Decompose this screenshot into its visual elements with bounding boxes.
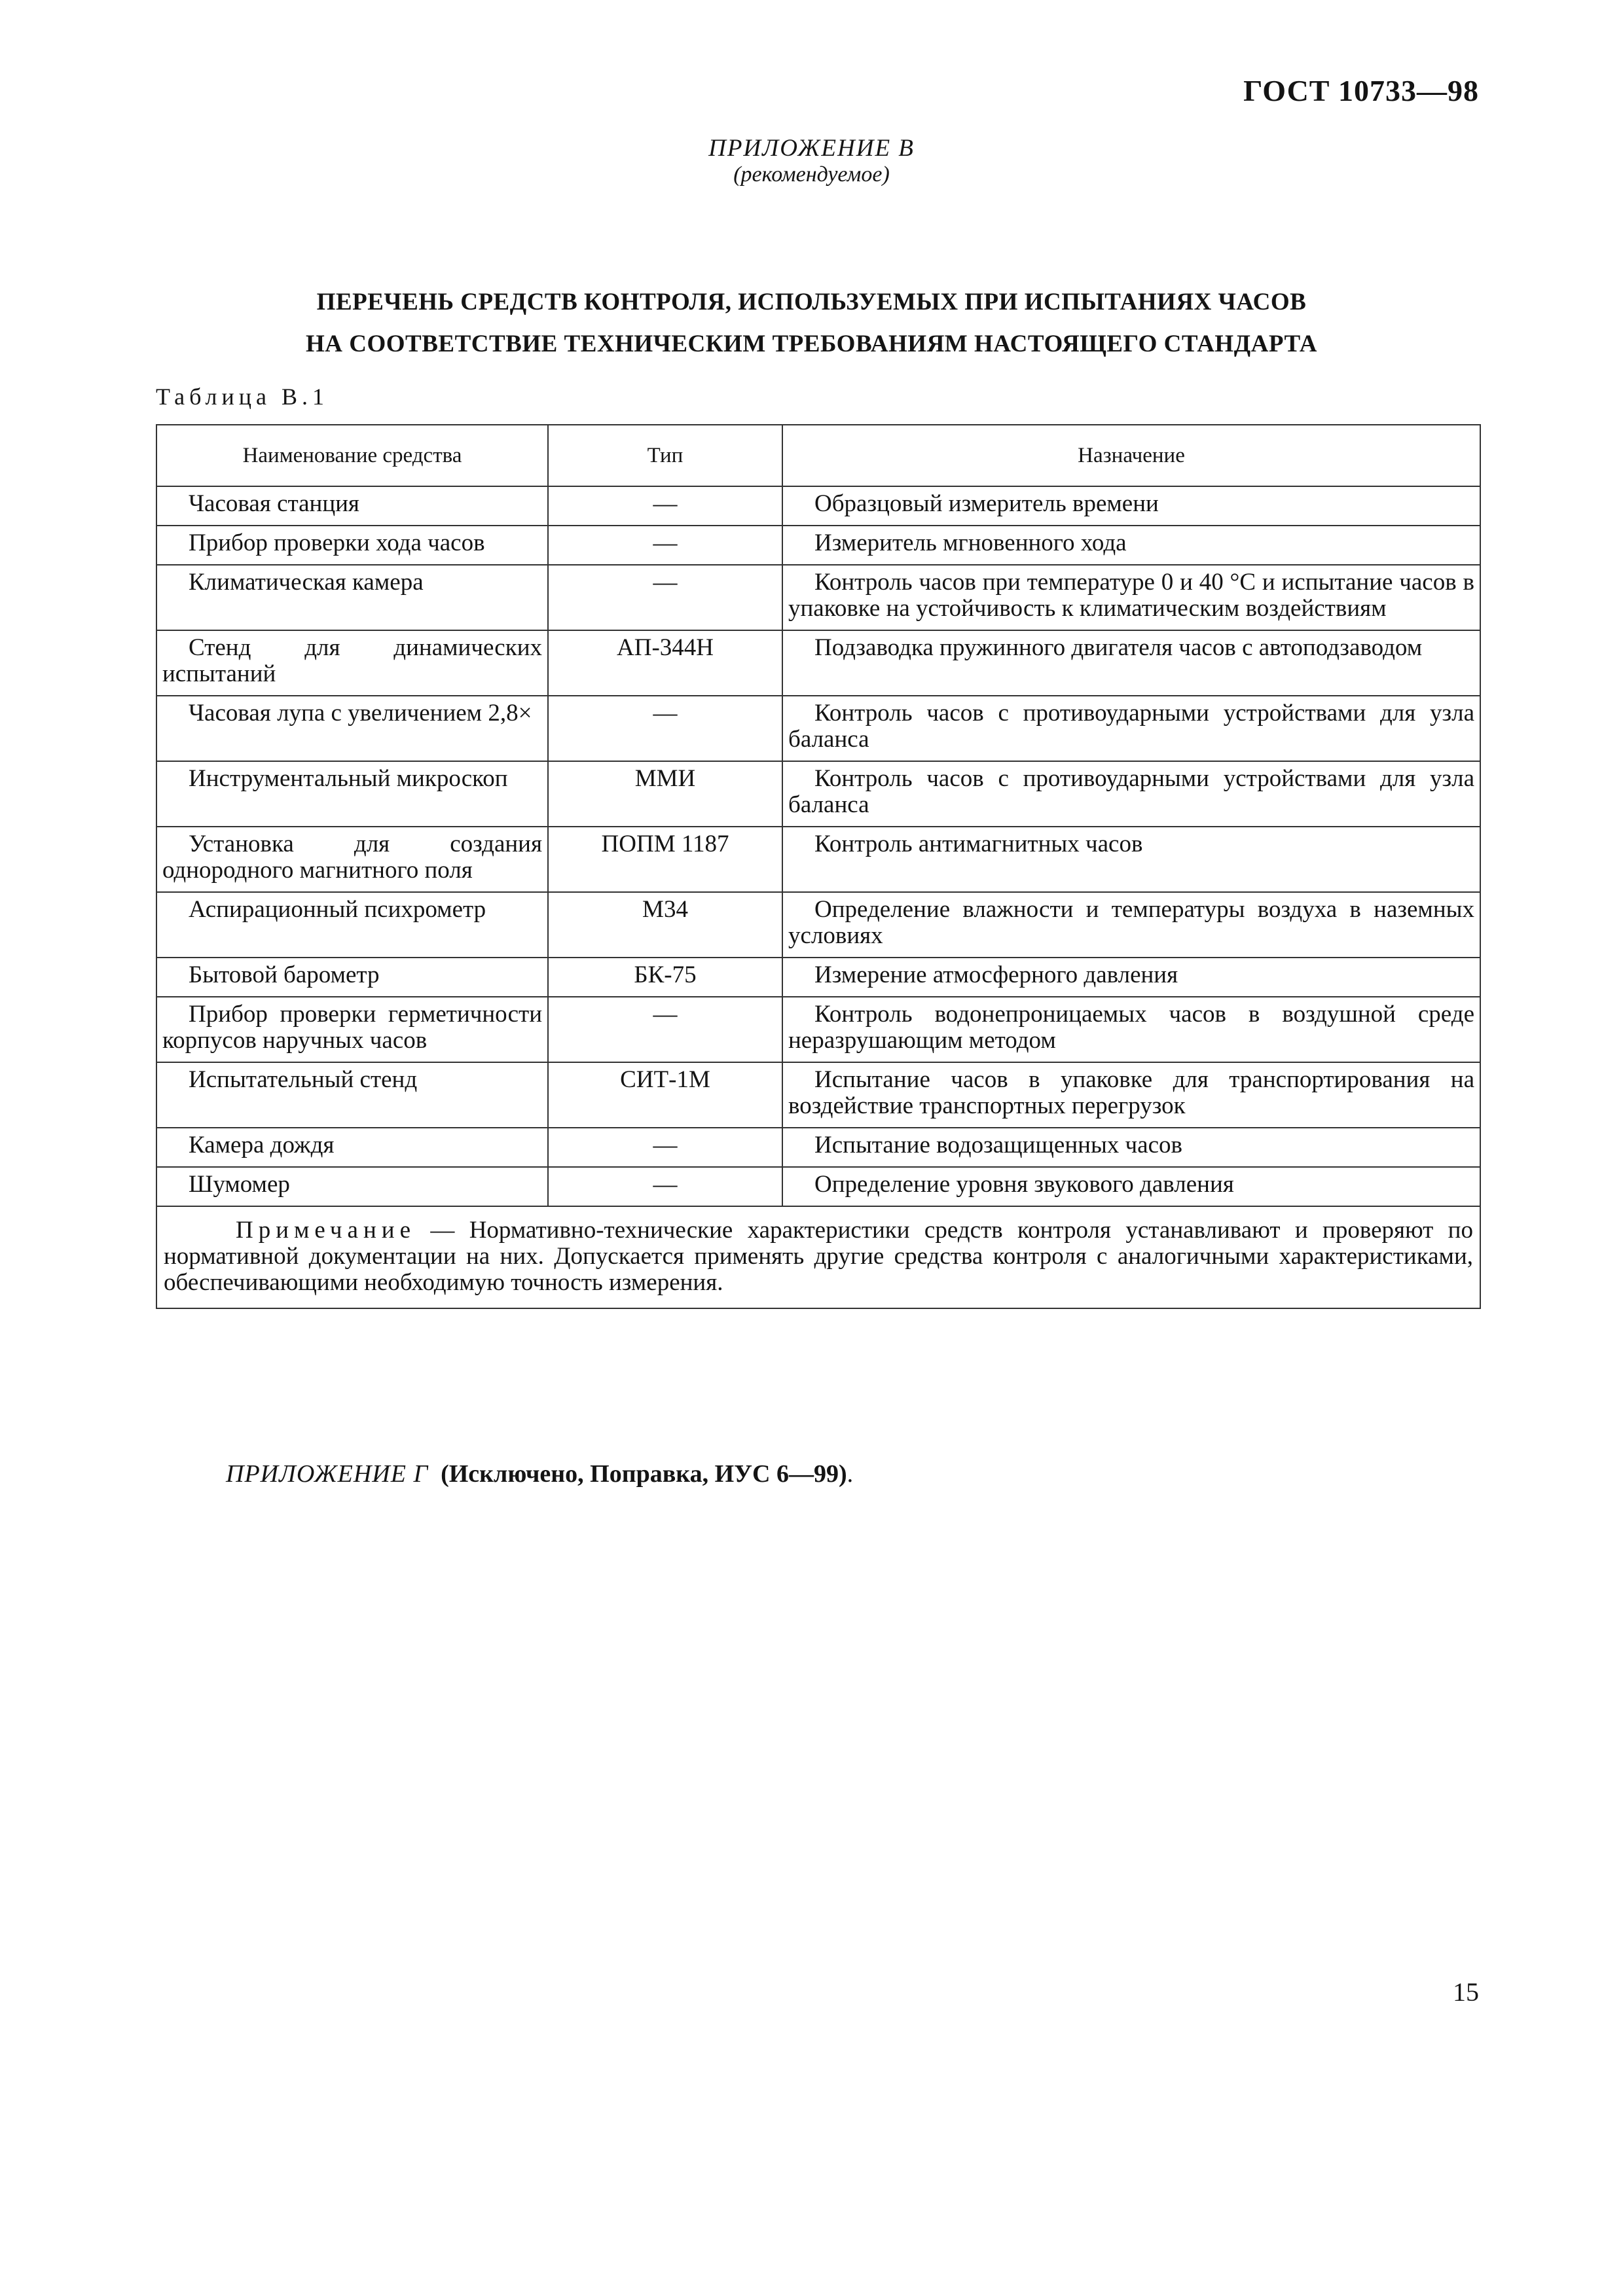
- table-row: [156, 526, 1480, 565]
- cell-type: —: [548, 526, 782, 565]
- cell-type: АП-344Н: [548, 630, 782, 696]
- header-purpose: Назначение: [782, 425, 1480, 486]
- table-row: [156, 761, 1480, 827]
- appendix-g-line: [226, 1460, 853, 1488]
- cell-purpose: Образцовый измеритель времени: [782, 486, 1480, 526]
- cell-name: Прибор проверки герметичности корпусов наручных часов: [156, 997, 548, 1062]
- document-title-line-1: ПЕРЕЧЕНЬ СРЕДСТВ КОНТРОЛЯ, ИСПОЛЬЗУЕМЫХ ПРИ ИСПЫТАНИЯХ ЧАСОВ: [316, 289, 1307, 315]
- document-title-line-2: НА СООТВЕТСТВИЕ ТЕХНИЧЕСКИМ ТРЕБОВАНИЯМ НАСТОЯЩЕГО СТАНДАРТА: [306, 331, 1317, 357]
- cell-type: —: [548, 997, 782, 1062]
- cell-name: Испытательный стенд: [156, 1062, 548, 1128]
- cell-name: Аспирационный психрометр: [156, 892, 548, 958]
- appendix-g-title: ПРИЛОЖЕНИЕ Г: [226, 1460, 429, 1488]
- cell-type: М34: [548, 892, 782, 958]
- table-note-row: [156, 1206, 1480, 1308]
- cell-purpose: Подзаводка пружинного двигателя часов с автоподзаводом: [782, 630, 1480, 696]
- table-row: [156, 1062, 1480, 1128]
- cell-type: ПОПМ 1187: [548, 827, 782, 892]
- appendix-v-subtitle: (рекомендуемое): [733, 162, 890, 187]
- appendix-v-heading: [0, 134, 1623, 187]
- appendix-v-title: ПРИЛОЖЕНИЕ В: [708, 135, 915, 162]
- cell-type: —: [548, 1128, 782, 1167]
- cell-name: Климатическая камера: [156, 565, 548, 630]
- cell-name: Стенд для динамических испытаний: [156, 630, 548, 696]
- table-row: [156, 827, 1480, 892]
- cell-name: Инструментальный микроскоп: [156, 761, 548, 827]
- table-note: [156, 1206, 1480, 1308]
- cell-name: Камера дождя: [156, 1128, 548, 1167]
- cell-type: ММИ: [548, 761, 782, 827]
- note-label: Примечание: [236, 1217, 416, 1244]
- cell-purpose: Испытание водозащищенных часов: [782, 1128, 1480, 1167]
- cell-purpose: Контроль часов с противоударными устройствами для узла баланса: [782, 761, 1480, 827]
- cell-name: Часовая станция: [156, 486, 548, 526]
- cell-purpose: Определение уровня звукового давления: [782, 1167, 1480, 1206]
- control-means-table: [156, 424, 1481, 1309]
- cell-name: Часовая лупа с увеличением 2,8×: [156, 696, 548, 761]
- appendix-g-status: (Исключено, Поправка, ИУС 6—99): [441, 1460, 847, 1488]
- cell-type: —: [548, 565, 782, 630]
- cell-purpose: Контроль часов с противоударными устройствами для узла баланса: [782, 696, 1480, 761]
- header-name: Наименование средства: [156, 425, 548, 486]
- cell-name: Установка для создания однородного магнитного поля: [156, 827, 548, 892]
- table-row: [156, 958, 1480, 997]
- page-number: 15: [1453, 1977, 1479, 2007]
- cell-type: СИТ-1М: [548, 1062, 782, 1128]
- cell-name: Прибор проверки хода часов: [156, 526, 548, 565]
- header-type: Тип: [548, 425, 782, 486]
- cell-purpose: Испытание часов в упаковке для транспортирования на воздействие транспортных перегрузок: [782, 1062, 1480, 1128]
- cell-name: Бытовой барометр: [156, 958, 548, 997]
- cell-purpose: Определение влажности и температуры воздуха в наземных условиях: [782, 892, 1480, 958]
- table-row: [156, 630, 1480, 696]
- table-caption: Таблица В.1: [156, 384, 329, 410]
- cell-name: Шумомер: [156, 1167, 548, 1206]
- cell-type: —: [548, 696, 782, 761]
- table-row: [156, 486, 1480, 526]
- appendix-g-end: .: [847, 1460, 854, 1488]
- table-row: [156, 1128, 1480, 1167]
- cell-purpose: Измерение атмосферного давления: [782, 958, 1480, 997]
- cell-type: БК-75: [548, 958, 782, 997]
- cell-purpose: Контроль водонепроницаемых часов в воздушной среде неразрушающим методом: [782, 997, 1480, 1062]
- note-text: — Нормативно-технические характеристики средств контроля устанавливают и проверяют по нормативной документации на них. Допускается применять другие средства контроля с аналогичными характеристиками, обеспечивающими необходимую точность измерения.: [164, 1217, 1473, 1296]
- cell-type: —: [548, 486, 782, 526]
- cell-purpose: Контроль антимагнитных часов: [782, 827, 1480, 892]
- cell-purpose: Контроль часов при температуре 0 и 40 °С и испытание часов в упаковке на устойчивость к климатическим воздействиям: [782, 565, 1480, 630]
- table-row: [156, 1167, 1480, 1206]
- standard-code: ГОСТ 10733—98: [1243, 74, 1479, 107]
- table-row: [156, 565, 1480, 630]
- document-title: [0, 281, 1623, 365]
- cell-purpose: Измеритель мгновенного хода: [782, 526, 1480, 565]
- table-row: [156, 892, 1480, 958]
- table-row: [156, 997, 1480, 1062]
- table-row: [156, 696, 1480, 761]
- table-header-row: [156, 425, 1480, 486]
- cell-type: —: [548, 1167, 782, 1206]
